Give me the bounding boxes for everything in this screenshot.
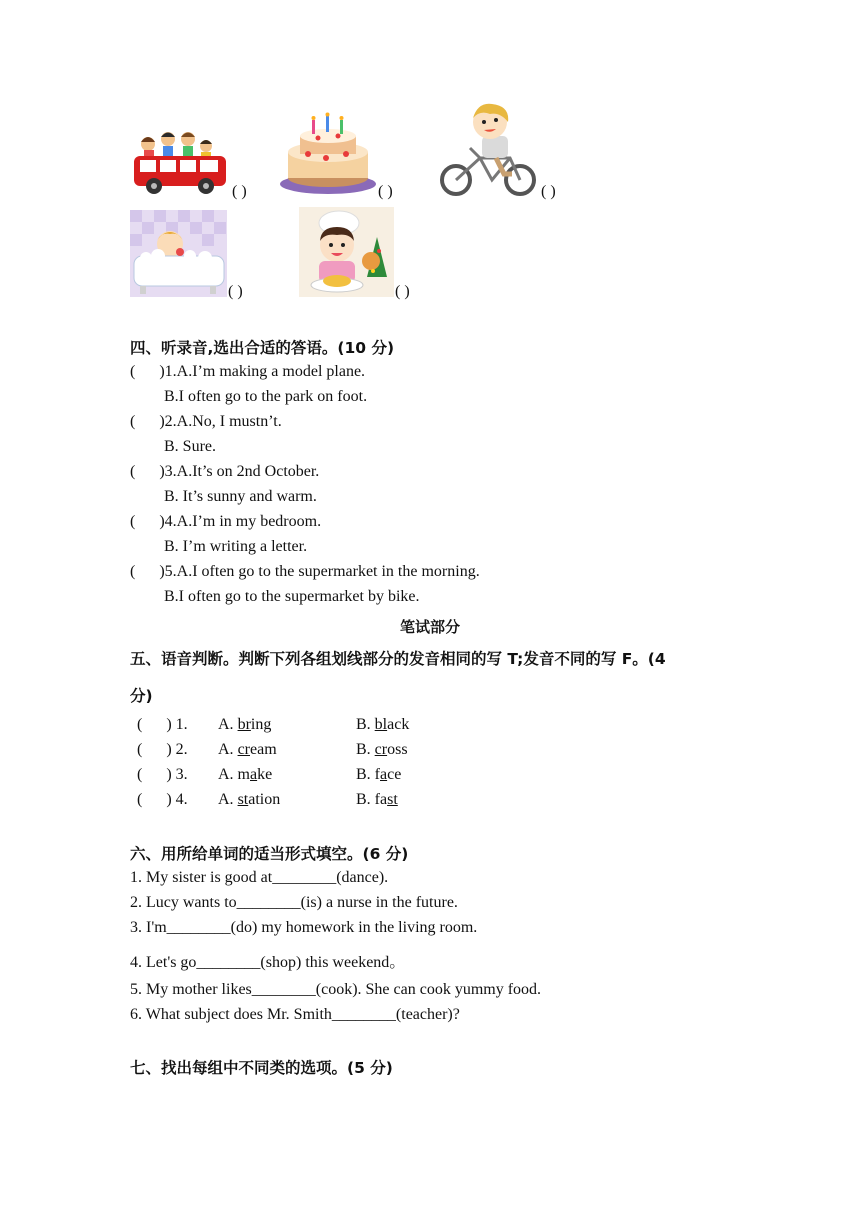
section6-item-4: 4. Let's go________(shop) this weekend。	[130, 954, 406, 971]
birthday-cake-picture	[278, 112, 378, 196]
section4-item1-option-b: B.I often go to the park on foot.	[164, 388, 368, 405]
section4-title: 四、听录音,选出合适的答语。(10 分)	[130, 339, 395, 357]
section5-row4-option-a: A. station	[218, 791, 281, 808]
section5-row2-option-b: B. cross	[356, 741, 408, 758]
section5-row1-number: ( ) 1.	[137, 716, 188, 733]
answer-paren-4: ( )	[228, 283, 243, 300]
section5-row1-option-a: A. bring	[218, 716, 272, 733]
section4-item2-option-a: ( )2.A.No, I mustn’t.	[130, 413, 282, 430]
section5-row4-option-b: B. fast	[356, 791, 398, 808]
answer-paren-2: ( )	[378, 183, 393, 200]
written-part-title: 笔试部分	[399, 618, 460, 636]
section6-item-5: 5. My mother likes________(cook). She can cook yummy food.	[130, 981, 542, 998]
section4-item4-option-a: ( )4.A.I’m in my bedroom.	[130, 513, 322, 530]
section4-item3-option-a: ( )3.A.It’s on 2nd October.	[130, 463, 320, 480]
section4-item5-option-a: ( )5.A.I often go to the supermarket in the morning.	[130, 563, 480, 580]
section6-item-6: 6. What subject does Mr. Smith________(teacher)?	[130, 1006, 460, 1023]
answer-paren-5: ( )	[395, 283, 410, 300]
section5-row4-number: ( ) 4.	[137, 791, 188, 808]
section4-item4-option-b: B. I’m writing a letter.	[164, 538, 308, 555]
section5-row1-option-b: B. black	[356, 716, 410, 733]
section5-title-line1: 五、语音判断。判断下列各组划线部分的发音相同的写 T;发音不同的写 F。(4	[130, 650, 666, 668]
section6-item-2: 2. Lucy wants to________(is) a nurse in the future.	[130, 894, 458, 911]
bus-picture	[130, 126, 230, 196]
section5-row3-option-a: A. make	[218, 766, 273, 783]
girl-cooking-picture	[299, 207, 394, 297]
section7-title: 七、找出每组中不同类的选项。(5 分)	[130, 1059, 393, 1077]
answer-paren-3: ( )	[541, 183, 556, 200]
section4-item2-option-b: B. Sure.	[164, 438, 216, 455]
section5-title-line2: 分)	[130, 687, 153, 705]
section6-title: 六、用所给单词的适当形式填空。(6 分)	[130, 845, 409, 863]
answer-paren-1: ( )	[232, 183, 247, 200]
section6-item-3: 3. I'm________(do) my homework in the living room.	[130, 919, 478, 936]
bath-picture	[130, 210, 227, 297]
section6-item-1: 1. My sister is good at________(dance).	[130, 869, 389, 886]
section4-item1-option-a: ( )1.A.I’m making a model plane.	[130, 363, 366, 380]
section4-item3-option-b: B. It’s sunny and warm.	[164, 488, 317, 505]
section5-row3-number: ( ) 3.	[137, 766, 188, 783]
section5-row2-number: ( ) 2.	[137, 741, 188, 758]
boy-riding-bike-picture	[440, 102, 540, 198]
section5-row3-option-b: B. face	[356, 766, 402, 783]
section5-row2-option-a: A. cream	[218, 741, 277, 758]
section4-item5-option-b: B.I often go to the supermarket by bike.	[164, 588, 420, 605]
